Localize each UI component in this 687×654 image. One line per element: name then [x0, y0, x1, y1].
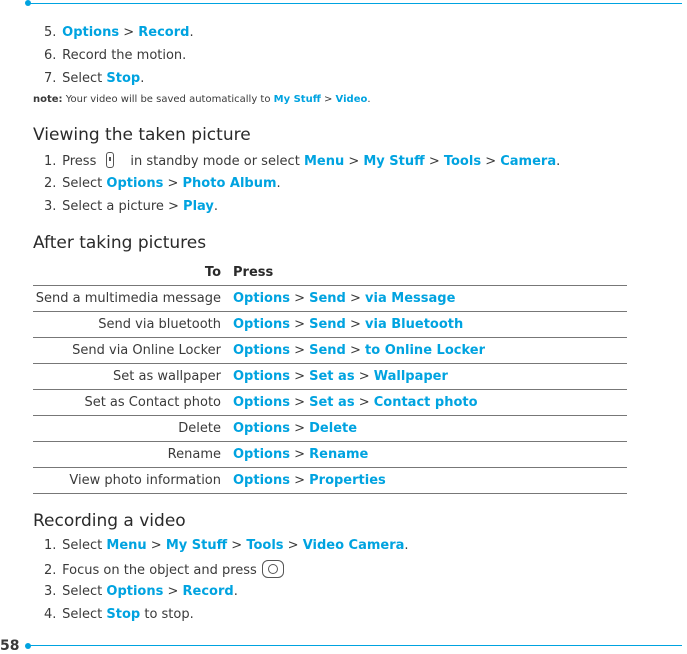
step-text: .	[140, 71, 145, 86]
table-row	[33, 338, 627, 364]
cell-to: View photo information	[33, 468, 233, 494]
options-link: Options	[106, 584, 164, 599]
press-path-link: Set as	[309, 395, 355, 410]
press-path-link: via Message	[365, 291, 456, 306]
recording-step-1: 1. Select Menu > My Stuff > Tools > Video Camera.	[44, 538, 409, 553]
note-text: Your video will be saved automatically to	[62, 94, 274, 105]
play-link: Play	[183, 199, 214, 214]
step-number: 5.	[44, 25, 57, 40]
cell-to: Send a multimedia message	[33, 286, 233, 312]
header-to: To	[33, 260, 233, 286]
cell-to: Set as wallpaper	[33, 364, 233, 390]
table-row	[33, 286, 627, 312]
mystuff-link: My Stuff	[165, 538, 228, 553]
cell-to: Send via bluetooth	[33, 312, 233, 338]
press-path-link: Wallpaper	[373, 369, 448, 384]
heading-recording: Recording a video	[33, 511, 186, 531]
video-camera-link: Video Camera	[302, 538, 405, 553]
top-rule	[30, 3, 682, 4]
press-path-link: Contact photo	[373, 395, 478, 410]
heading-viewing: Viewing the taken picture	[33, 125, 251, 145]
cell-to: Send via Online Locker	[33, 338, 233, 364]
note-label: note:	[33, 94, 63, 105]
page-number: 58	[0, 638, 20, 654]
step-number: 1.	[44, 538, 57, 553]
note-sep: >	[320, 94, 336, 105]
press-path-link: Options	[233, 447, 290, 462]
step-number: 1.	[44, 154, 57, 169]
recording-step-4	[44, 607, 194, 622]
intro-step-5	[44, 25, 194, 40]
menu-path-link: Record	[138, 25, 190, 40]
cell-press: Options > Set as > Contact photo	[233, 390, 627, 416]
heading-after: After taking pictures	[33, 233, 207, 253]
cell-press: Options > Send > to Online Locker	[233, 338, 627, 364]
press-path-link: Options	[233, 369, 290, 384]
cell-press: Options > Set as > Wallpaper	[233, 364, 627, 390]
cell-press: Options > Send > via Message	[233, 286, 627, 312]
mystuff-link: My Stuff	[363, 154, 425, 169]
cell-to: Delete	[33, 416, 233, 442]
step-text: Focus on the object and press	[62, 563, 257, 578]
table-row	[33, 416, 627, 442]
press-path-link: Options	[233, 291, 290, 306]
press-path-link: Delete	[309, 421, 358, 436]
viewing-step-3: 3. Select a picture > Play.	[44, 199, 219, 214]
press-path-link: Send	[309, 291, 346, 306]
note-link-mystuff: My Stuff	[273, 94, 321, 105]
menu-path-link: Stop	[106, 71, 141, 86]
cell-press: Options > Rename	[233, 442, 627, 468]
recording-step-3: 3. Select Options > Record.	[44, 584, 238, 599]
press-path-link: Send	[309, 343, 346, 358]
menu-link: Menu	[303, 154, 345, 169]
bottom-rule-dot	[25, 643, 31, 649]
step-number: 4.	[44, 607, 57, 622]
table-row	[33, 442, 627, 468]
table-header-row	[33, 260, 627, 286]
step-text: .	[189, 25, 194, 40]
step-text: Select	[62, 607, 107, 622]
press-path-link: to Online Locker	[365, 343, 485, 358]
photo-album-link: Photo Album	[182, 176, 277, 191]
record-link: Record	[182, 584, 234, 599]
camera-link: Camera	[500, 154, 557, 169]
cell-press: Options > Properties	[233, 468, 627, 494]
side-key-icon	[106, 152, 114, 168]
step-text: Select a picture >	[62, 199, 184, 214]
stop-link: Stop	[106, 607, 141, 622]
press-path-link: Options	[233, 317, 290, 332]
cell-to: Rename	[33, 442, 233, 468]
note-link-video: Video	[335, 94, 368, 105]
recording-step-2	[44, 560, 284, 578]
table-row	[33, 364, 627, 390]
step-number: 7.	[44, 71, 57, 86]
table-row	[33, 390, 627, 416]
ok-key-icon	[262, 560, 284, 578]
actions-table	[33, 260, 627, 494]
cell-press: Options > Delete	[233, 416, 627, 442]
step-text: >	[119, 25, 139, 40]
options-link: Options	[106, 176, 164, 191]
press-path-link: Options	[233, 343, 290, 358]
step-number: 2.	[44, 563, 57, 578]
viewing-step-1: 1. Press in standby mode or select Menu > My Stuff > Tools > Camera.	[44, 154, 561, 169]
cell-to: Set as Contact photo	[33, 390, 233, 416]
press-path-link: Options	[233, 395, 290, 410]
step-text: to stop.	[140, 607, 194, 622]
tools-link: Tools	[443, 154, 482, 169]
step-number: 3.	[44, 584, 57, 599]
viewing-step-2: 2. Select Options > Photo Album.	[44, 176, 281, 191]
press-path-link: Set as	[309, 369, 355, 384]
cell-press: Options > Send > via Bluetooth	[233, 312, 627, 338]
table-row	[33, 312, 627, 338]
step-text: Press	[62, 154, 97, 169]
step-number: 6.	[44, 48, 57, 63]
press-path-link: Rename	[309, 447, 369, 462]
step-number: 2.	[44, 176, 57, 191]
bottom-rule	[30, 645, 682, 646]
header-press: Press	[233, 260, 627, 286]
intro-step-6	[44, 48, 186, 63]
step-text: in standby mode or select	[130, 154, 304, 169]
step-text: Select	[62, 538, 107, 553]
step-text: Select	[62, 176, 107, 191]
step-text: Record the motion.	[62, 48, 187, 63]
table-row	[33, 468, 627, 494]
press-path-link: Send	[309, 317, 346, 332]
menu-link: Menu	[106, 538, 147, 553]
menu-path-link: Options	[62, 25, 120, 40]
press-path-link: via Bluetooth	[365, 317, 464, 332]
tools-link: Tools	[246, 538, 284, 553]
step-text: Select	[62, 71, 107, 86]
press-path-link: Options	[233, 421, 290, 436]
note	[33, 94, 371, 105]
press-path-link: Properties	[309, 473, 386, 488]
step-text: Select	[62, 584, 107, 599]
intro-step-7	[44, 71, 144, 86]
press-path-link: Options	[233, 473, 290, 488]
note-end: .	[367, 94, 371, 105]
step-number: 3.	[44, 199, 57, 214]
